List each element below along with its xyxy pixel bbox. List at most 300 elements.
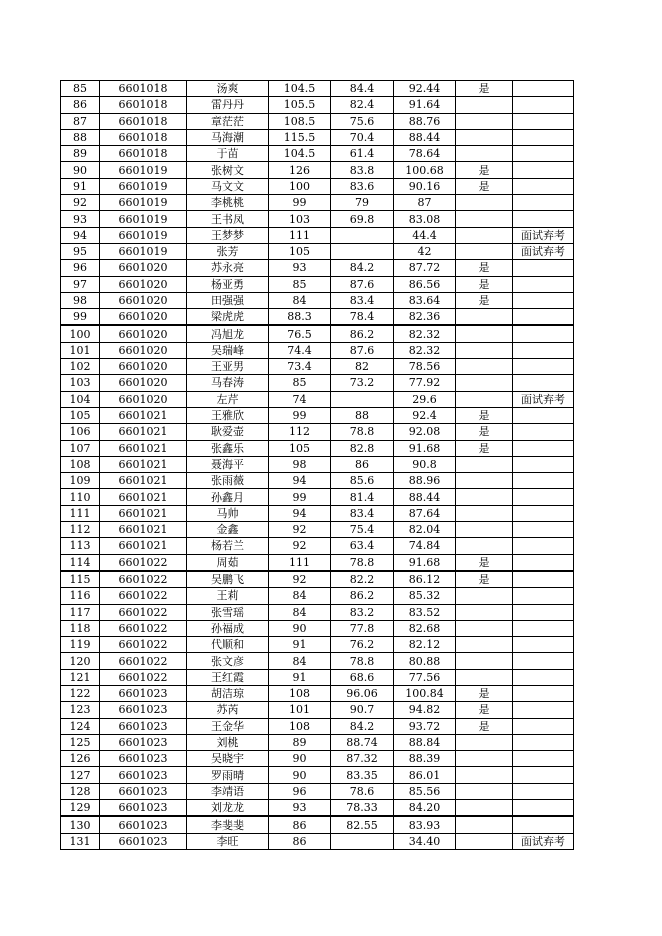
total-score-cell: 77.92 bbox=[394, 375, 456, 391]
total-score-cell: 91.68 bbox=[394, 554, 456, 571]
interview-score-cell: 82.2 bbox=[331, 571, 394, 588]
row-number-cell: 92 bbox=[61, 195, 100, 211]
selected-mark-cell bbox=[456, 456, 513, 472]
row-number-cell: 116 bbox=[61, 588, 100, 604]
table-row bbox=[61, 424, 574, 440]
row-number-cell: 112 bbox=[61, 522, 100, 538]
written-score-cell: 85 bbox=[269, 375, 331, 391]
interview-score-cell: 86 bbox=[331, 456, 394, 472]
interview-score-cell: 70.4 bbox=[331, 129, 394, 145]
table-row bbox=[61, 718, 574, 734]
interview-score-cell: 79 bbox=[331, 195, 394, 211]
written-score-cell: 94 bbox=[269, 473, 331, 489]
selected-mark-cell bbox=[456, 489, 513, 505]
candidate-name-cell: 张雨薇 bbox=[187, 473, 269, 489]
written-score-cell: 90 bbox=[269, 767, 331, 783]
remark-cell bbox=[513, 456, 574, 472]
interview-score-cell: 83.4 bbox=[331, 292, 394, 308]
candidate-name-cell: 李桃桃 bbox=[187, 195, 269, 211]
interview-score-cell: 68.6 bbox=[331, 669, 394, 685]
table-row bbox=[61, 146, 574, 162]
candidate-name-cell: 王书凤 bbox=[187, 211, 269, 227]
remark-cell bbox=[513, 653, 574, 669]
position-code-cell: 6601019 bbox=[100, 211, 187, 227]
interview-score-cell: 78.8 bbox=[331, 653, 394, 669]
selected-mark-cell bbox=[456, 325, 513, 342]
remark-cell bbox=[513, 620, 574, 636]
interview-score-cell: 88 bbox=[331, 407, 394, 423]
selected-mark-cell: 是 bbox=[456, 424, 513, 440]
total-score-cell: 82.32 bbox=[394, 342, 456, 358]
row-number-cell: 115 bbox=[61, 571, 100, 588]
position-code-cell: 6601020 bbox=[100, 292, 187, 308]
candidate-name-cell: 王金华 bbox=[187, 718, 269, 734]
position-code-cell: 6601023 bbox=[100, 767, 187, 783]
selected-mark-cell bbox=[456, 767, 513, 783]
remark-cell bbox=[513, 162, 574, 178]
written-score-cell: 90 bbox=[269, 620, 331, 636]
selected-mark-cell bbox=[456, 588, 513, 604]
written-score-cell: 105 bbox=[269, 440, 331, 456]
row-number-cell: 86 bbox=[61, 97, 100, 113]
candidate-name-cell: 孙福成 bbox=[187, 620, 269, 636]
row-number-cell: 127 bbox=[61, 767, 100, 783]
total-score-cell: 87 bbox=[394, 195, 456, 211]
candidate-name-cell: 王雅欣 bbox=[187, 407, 269, 423]
row-number-cell: 129 bbox=[61, 800, 100, 817]
position-code-cell: 6601022 bbox=[100, 571, 187, 588]
interview-score-cell bbox=[331, 833, 394, 849]
total-score-cell: 87.72 bbox=[394, 260, 456, 276]
position-code-cell: 6601020 bbox=[100, 260, 187, 276]
table-row bbox=[61, 359, 574, 375]
selected-mark-cell bbox=[456, 309, 513, 326]
selected-mark-cell bbox=[456, 653, 513, 669]
remark-cell bbox=[513, 407, 574, 423]
remark-cell bbox=[513, 489, 574, 505]
remark-cell bbox=[513, 554, 574, 571]
total-score-cell: 42 bbox=[394, 243, 456, 259]
selected-mark-cell bbox=[456, 391, 513, 407]
table-row bbox=[61, 292, 574, 308]
interview-score-cell: 86.2 bbox=[331, 588, 394, 604]
total-score-cell: 83.52 bbox=[394, 604, 456, 620]
row-number-cell: 108 bbox=[61, 456, 100, 472]
candidate-name-cell: 王红霞 bbox=[187, 669, 269, 685]
remark-cell bbox=[513, 800, 574, 817]
total-score-cell: 78.56 bbox=[394, 359, 456, 375]
remark-cell bbox=[513, 637, 574, 653]
position-code-cell: 6601023 bbox=[100, 816, 187, 833]
selected-mark-cell: 是 bbox=[456, 178, 513, 194]
selected-mark-cell bbox=[456, 734, 513, 750]
remark-cell bbox=[513, 604, 574, 620]
total-score-cell: 92.08 bbox=[394, 424, 456, 440]
candidate-name-cell: 梁虎虎 bbox=[187, 309, 269, 326]
selected-mark-cell bbox=[456, 783, 513, 799]
total-score-cell: 100.68 bbox=[394, 162, 456, 178]
position-code-cell: 6601021 bbox=[100, 473, 187, 489]
candidate-name-cell: 于苗 bbox=[187, 146, 269, 162]
selected-mark-cell bbox=[456, 227, 513, 243]
position-code-cell: 6601019 bbox=[100, 162, 187, 178]
position-code-cell: 6601022 bbox=[100, 604, 187, 620]
total-score-cell: 77.56 bbox=[394, 669, 456, 685]
candidate-name-cell: 吴鹏飞 bbox=[187, 571, 269, 588]
position-code-cell: 6601019 bbox=[100, 195, 187, 211]
position-code-cell: 6601021 bbox=[100, 505, 187, 521]
written-score-cell: 108 bbox=[269, 685, 331, 701]
total-score-cell: 90.16 bbox=[394, 178, 456, 194]
row-number-cell: 119 bbox=[61, 637, 100, 653]
interview-score-cell: 63.4 bbox=[331, 538, 394, 554]
table-row bbox=[61, 113, 574, 129]
written-score-cell: 101 bbox=[269, 702, 331, 718]
candidate-name-cell: 王莉 bbox=[187, 588, 269, 604]
written-score-cell: 104.5 bbox=[269, 81, 331, 97]
table-row bbox=[61, 489, 574, 505]
candidate-name-cell: 章茫茫 bbox=[187, 113, 269, 129]
remark-cell bbox=[513, 195, 574, 211]
total-score-cell: 88.76 bbox=[394, 113, 456, 129]
position-code-cell: 6601020 bbox=[100, 391, 187, 407]
remark-cell bbox=[513, 685, 574, 701]
row-number-cell: 97 bbox=[61, 276, 100, 292]
written-score-cell: 76.5 bbox=[269, 325, 331, 342]
row-number-cell: 125 bbox=[61, 734, 100, 750]
remark-cell bbox=[513, 505, 574, 521]
total-score-cell: 44.4 bbox=[394, 227, 456, 243]
table-row bbox=[61, 342, 574, 358]
candidate-name-cell: 左芹 bbox=[187, 391, 269, 407]
interview-score-cell: 90.7 bbox=[331, 702, 394, 718]
written-score-cell: 86 bbox=[269, 816, 331, 833]
position-code-cell: 6601021 bbox=[100, 407, 187, 423]
row-number-cell: 130 bbox=[61, 816, 100, 833]
candidate-name-cell: 张雪瑶 bbox=[187, 604, 269, 620]
total-score-cell: 92.4 bbox=[394, 407, 456, 423]
row-number-cell: 101 bbox=[61, 342, 100, 358]
position-code-cell: 6601022 bbox=[100, 653, 187, 669]
row-number-cell: 106 bbox=[61, 424, 100, 440]
selected-mark-cell bbox=[456, 669, 513, 685]
interview-score-cell: 83.35 bbox=[331, 767, 394, 783]
written-score-cell: 100 bbox=[269, 178, 331, 194]
total-score-cell: 82.68 bbox=[394, 620, 456, 636]
remark-cell bbox=[513, 751, 574, 767]
total-score-cell: 88.96 bbox=[394, 473, 456, 489]
written-score-cell: 92 bbox=[269, 571, 331, 588]
total-score-cell: 83.64 bbox=[394, 292, 456, 308]
position-code-cell: 6601020 bbox=[100, 276, 187, 292]
row-number-cell: 98 bbox=[61, 292, 100, 308]
table-row bbox=[61, 620, 574, 636]
total-score-cell: 90.8 bbox=[394, 456, 456, 472]
total-score-cell: 88.44 bbox=[394, 129, 456, 145]
total-score-cell: 80.88 bbox=[394, 653, 456, 669]
candidate-name-cell: 杨亚勇 bbox=[187, 276, 269, 292]
selected-mark-cell bbox=[456, 751, 513, 767]
position-code-cell: 6601021 bbox=[100, 456, 187, 472]
written-score-cell: 99 bbox=[269, 489, 331, 505]
total-score-cell: 91.68 bbox=[394, 440, 456, 456]
table-row bbox=[61, 81, 574, 97]
candidate-name-cell: 罗雨晴 bbox=[187, 767, 269, 783]
position-code-cell: 6601018 bbox=[100, 146, 187, 162]
written-score-cell: 74.4 bbox=[269, 342, 331, 358]
selected-mark-cell bbox=[456, 97, 513, 113]
row-number-cell: 128 bbox=[61, 783, 100, 799]
candidate-name-cell: 周茹 bbox=[187, 554, 269, 571]
total-score-cell: 83.08 bbox=[394, 211, 456, 227]
interview-score-cell: 69.8 bbox=[331, 211, 394, 227]
row-number-cell: 95 bbox=[61, 243, 100, 259]
selected-mark-cell bbox=[456, 800, 513, 817]
row-number-cell: 121 bbox=[61, 669, 100, 685]
position-code-cell: 6601021 bbox=[100, 522, 187, 538]
written-score-cell: 94 bbox=[269, 505, 331, 521]
position-code-cell: 6601023 bbox=[100, 751, 187, 767]
selected-mark-cell bbox=[456, 620, 513, 636]
interview-score-cell: 75.4 bbox=[331, 522, 394, 538]
table-row bbox=[61, 685, 574, 701]
written-score-cell: 115.5 bbox=[269, 129, 331, 145]
selected-mark-cell: 是 bbox=[456, 440, 513, 456]
written-score-cell: 99 bbox=[269, 195, 331, 211]
total-score-cell: 85.32 bbox=[394, 588, 456, 604]
position-code-cell: 6601020 bbox=[100, 325, 187, 342]
remark-cell bbox=[513, 718, 574, 734]
remark-cell bbox=[513, 783, 574, 799]
table-row bbox=[61, 129, 574, 145]
total-score-cell: 29.6 bbox=[394, 391, 456, 407]
candidate-name-cell: 马海潮 bbox=[187, 129, 269, 145]
table-row bbox=[61, 734, 574, 750]
table-row bbox=[61, 637, 574, 653]
remark-cell bbox=[513, 129, 574, 145]
interview-score-cell: 87.32 bbox=[331, 751, 394, 767]
interview-score-cell: 76.2 bbox=[331, 637, 394, 653]
position-code-cell: 6601020 bbox=[100, 342, 187, 358]
row-number-cell: 122 bbox=[61, 685, 100, 701]
remark-cell bbox=[513, 325, 574, 342]
score-table bbox=[60, 80, 574, 850]
selected-mark-cell: 是 bbox=[456, 276, 513, 292]
selected-mark-cell bbox=[456, 359, 513, 375]
remark-cell bbox=[513, 97, 574, 113]
selected-mark-cell: 是 bbox=[456, 718, 513, 734]
table-row bbox=[61, 456, 574, 472]
remark-cell bbox=[513, 669, 574, 685]
row-number-cell: 102 bbox=[61, 359, 100, 375]
row-number-cell: 123 bbox=[61, 702, 100, 718]
table-row bbox=[61, 702, 574, 718]
candidate-name-cell: 耿爱壶 bbox=[187, 424, 269, 440]
written-score-cell: 84 bbox=[269, 604, 331, 620]
remark-cell bbox=[513, 81, 574, 97]
selected-mark-cell bbox=[456, 375, 513, 391]
candidate-name-cell: 王亚男 bbox=[187, 359, 269, 375]
candidate-name-cell: 李旺 bbox=[187, 833, 269, 849]
remark-cell bbox=[513, 734, 574, 750]
written-score-cell: 89 bbox=[269, 734, 331, 750]
selected-mark-cell bbox=[456, 129, 513, 145]
selected-mark-cell bbox=[456, 637, 513, 653]
row-number-cell: 99 bbox=[61, 309, 100, 326]
row-number-cell: 120 bbox=[61, 653, 100, 669]
table-row bbox=[61, 227, 574, 243]
candidate-name-cell: 吴瑞峰 bbox=[187, 342, 269, 358]
total-score-cell: 84.20 bbox=[394, 800, 456, 817]
total-score-cell: 34.40 bbox=[394, 833, 456, 849]
row-number-cell: 124 bbox=[61, 718, 100, 734]
candidate-name-cell: 苏芮 bbox=[187, 702, 269, 718]
candidate-name-cell: 田强强 bbox=[187, 292, 269, 308]
total-score-cell: 100.84 bbox=[394, 685, 456, 701]
candidate-name-cell: 汤爽 bbox=[187, 81, 269, 97]
written-score-cell: 86 bbox=[269, 833, 331, 849]
row-number-cell: 104 bbox=[61, 391, 100, 407]
row-number-cell: 96 bbox=[61, 260, 100, 276]
interview-score-cell: 78.8 bbox=[331, 424, 394, 440]
table-row bbox=[61, 375, 574, 391]
interview-score-cell: 83.2 bbox=[331, 604, 394, 620]
total-score-cell: 82.12 bbox=[394, 637, 456, 653]
selected-mark-cell bbox=[456, 342, 513, 358]
position-code-cell: 6601018 bbox=[100, 97, 187, 113]
position-code-cell: 6601022 bbox=[100, 669, 187, 685]
candidate-name-cell: 李靖语 bbox=[187, 783, 269, 799]
position-code-cell: 6601021 bbox=[100, 424, 187, 440]
total-score-cell: 78.64 bbox=[394, 146, 456, 162]
written-score-cell: 93 bbox=[269, 800, 331, 817]
candidate-name-cell: 马文文 bbox=[187, 178, 269, 194]
selected-mark-cell bbox=[456, 505, 513, 521]
position-code-cell: 6601022 bbox=[100, 588, 187, 604]
candidate-name-cell: 孙鑫月 bbox=[187, 489, 269, 505]
remark-cell bbox=[513, 342, 574, 358]
total-score-cell: 88.84 bbox=[394, 734, 456, 750]
candidate-name-cell: 冯旭龙 bbox=[187, 325, 269, 342]
table-row bbox=[61, 604, 574, 620]
row-number-cell: 118 bbox=[61, 620, 100, 636]
row-number-cell: 110 bbox=[61, 489, 100, 505]
interview-score-cell: 82.55 bbox=[331, 816, 394, 833]
total-score-cell: 85.56 bbox=[394, 783, 456, 799]
remark-cell bbox=[513, 522, 574, 538]
written-score-cell: 73.4 bbox=[269, 359, 331, 375]
selected-mark-cell bbox=[456, 816, 513, 833]
interview-score-cell: 77.8 bbox=[331, 620, 394, 636]
position-code-cell: 6601019 bbox=[100, 178, 187, 194]
row-number-cell: 103 bbox=[61, 375, 100, 391]
written-score-cell: 92 bbox=[269, 538, 331, 554]
total-score-cell: 88.44 bbox=[394, 489, 456, 505]
position-code-cell: 6601020 bbox=[100, 375, 187, 391]
total-score-cell: 83.93 bbox=[394, 816, 456, 833]
candidate-name-cell: 张芳 bbox=[187, 243, 269, 259]
candidate-name-cell: 马春涛 bbox=[187, 375, 269, 391]
interview-score-cell: 83.6 bbox=[331, 178, 394, 194]
candidate-name-cell: 金鑫 bbox=[187, 522, 269, 538]
remark-cell: 面试弃考 bbox=[513, 227, 574, 243]
table-row bbox=[61, 833, 574, 849]
row-number-cell: 109 bbox=[61, 473, 100, 489]
total-score-cell: 91.64 bbox=[394, 97, 456, 113]
table-row bbox=[61, 391, 574, 407]
written-score-cell: 93 bbox=[269, 260, 331, 276]
row-number-cell: 87 bbox=[61, 113, 100, 129]
total-score-cell: 86.12 bbox=[394, 571, 456, 588]
selected-mark-cell bbox=[456, 146, 513, 162]
remark-cell bbox=[513, 359, 574, 375]
table-row bbox=[61, 816, 574, 833]
written-score-cell: 103 bbox=[269, 211, 331, 227]
total-score-cell: 86.56 bbox=[394, 276, 456, 292]
candidate-name-cell: 刘龙龙 bbox=[187, 800, 269, 817]
interview-score-cell: 78.33 bbox=[331, 800, 394, 817]
interview-score-cell: 75.6 bbox=[331, 113, 394, 129]
total-score-cell: 86.01 bbox=[394, 767, 456, 783]
position-code-cell: 6601023 bbox=[100, 833, 187, 849]
candidate-name-cell: 杨若兰 bbox=[187, 538, 269, 554]
position-code-cell: 6601020 bbox=[100, 309, 187, 326]
table-row bbox=[61, 162, 574, 178]
row-number-cell: 85 bbox=[61, 81, 100, 97]
remark-cell bbox=[513, 292, 574, 308]
written-score-cell: 105 bbox=[269, 243, 331, 259]
position-code-cell: 6601022 bbox=[100, 637, 187, 653]
remark-cell bbox=[513, 211, 574, 227]
row-number-cell: 91 bbox=[61, 178, 100, 194]
written-score-cell: 99 bbox=[269, 407, 331, 423]
interview-score-cell bbox=[331, 227, 394, 243]
selected-mark-cell: 是 bbox=[456, 702, 513, 718]
remark-cell bbox=[513, 113, 574, 129]
row-number-cell: 111 bbox=[61, 505, 100, 521]
written-score-cell: 85 bbox=[269, 276, 331, 292]
remark-cell bbox=[513, 702, 574, 718]
interview-score-cell: 84.2 bbox=[331, 260, 394, 276]
interview-score-cell: 82.8 bbox=[331, 440, 394, 456]
interview-score-cell: 87.6 bbox=[331, 342, 394, 358]
total-score-cell: 94.82 bbox=[394, 702, 456, 718]
candidate-name-cell: 苏永亮 bbox=[187, 260, 269, 276]
position-code-cell: 6601023 bbox=[100, 734, 187, 750]
selected-mark-cell bbox=[456, 522, 513, 538]
interview-score-cell: 88.74 bbox=[331, 734, 394, 750]
interview-score-cell: 78.4 bbox=[331, 309, 394, 326]
table-row bbox=[61, 571, 574, 588]
selected-mark-cell: 是 bbox=[456, 162, 513, 178]
table-row bbox=[61, 473, 574, 489]
total-score-cell: 82.04 bbox=[394, 522, 456, 538]
interview-score-cell: 78.6 bbox=[331, 783, 394, 799]
table-row bbox=[61, 554, 574, 571]
written-score-cell: 105.5 bbox=[269, 97, 331, 113]
table-row bbox=[61, 309, 574, 326]
total-score-cell: 93.72 bbox=[394, 718, 456, 734]
position-code-cell: 6601021 bbox=[100, 440, 187, 456]
remark-cell bbox=[513, 424, 574, 440]
position-code-cell: 6601019 bbox=[100, 227, 187, 243]
row-number-cell: 114 bbox=[61, 554, 100, 571]
total-score-cell: 82.32 bbox=[394, 325, 456, 342]
selected-mark-cell bbox=[456, 243, 513, 259]
row-number-cell: 131 bbox=[61, 833, 100, 849]
position-code-cell: 6601023 bbox=[100, 718, 187, 734]
row-number-cell: 90 bbox=[61, 162, 100, 178]
